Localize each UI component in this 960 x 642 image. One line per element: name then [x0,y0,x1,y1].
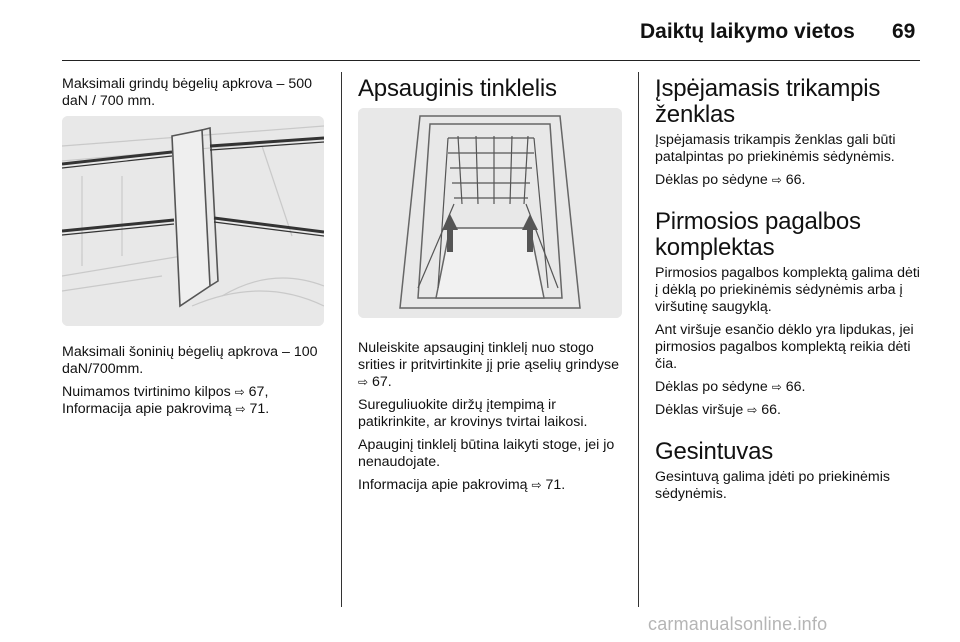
page-number: 69 [892,20,916,43]
ref-arrow-icon: ⇨ [234,385,245,399]
ref-link[interactable]: 67, [248,384,269,400]
watermark: carmanualsonline.info [648,614,828,634]
warning-triangle-ref: Dėklas po sėdyne ⇨ 66. [655,172,806,188]
safety-net-instruction-4: Informacija apie pakrovimą ⇨ 71. [358,477,566,493]
first-aid-kit-text-1: Pirmosios pagalbos komplektą galima dėti į dėklą po priekinėmis sėdynėmis arba į viršutinę saugyklą. [655,265,920,315]
fire-extinguisher-heading: Gesintuvas [655,438,774,465]
ref-arrow-icon: ⇨ [771,380,782,394]
first-aid-kit-ref-2: Dėklas viršuje ⇨ 66. [655,402,781,418]
column-2 [358,76,622,500]
warning-triangle-heading: Įspėjamasis trikampis ženklas [655,75,881,128]
ref-arrow-icon: ⇨ [235,402,246,416]
ref-link[interactable]: 66. [761,402,781,418]
cargo-rail-pillar-image [62,116,324,326]
floor-rail-load-text: Maksimali grindų bėgelių apkrova – 500 daN / 700 mm. [62,76,312,109]
page-header-title: Daiktų laikymo vietos [640,20,855,43]
ref-arrow-icon: ⇨ [358,375,369,389]
cargo-net-image [358,108,622,318]
side-rail-load-text: Maksimali šoninių bėgelių apkrova – 100 daN/700mm. [62,344,318,377]
safety-net-heading: Apsauginis tinklelis [358,75,557,102]
ref-link[interactable]: 71. [249,401,270,417]
ref-link[interactable]: 67. [372,374,392,390]
first-aid-kit-ref-1: Dėklas po sėdyne ⇨ 66. [655,379,806,395]
warning-triangle-text: Įspėjamasis trikampis ženklas gali būti patalpintas po priekinėmis sėdynėmis. [655,132,896,165]
first-aid-kit-text-2: Ant viršuje esančio dėklo yra lipdukas, jei pirmosios pagalbos komplektą reikia dėti čia. [655,322,914,372]
side-rails-illustration [62,116,324,326]
first-aid-kit-heading: Pirmosios pagalbos komplektas [655,208,861,261]
column-separator-1 [341,72,342,607]
fire-extinguisher-text: Gesintuvą galima įdėti po priekinėmis sėdynėmis. [655,469,890,502]
safety-net-instruction-1: Nuleiskite apsauginį tinklelį nuo stogo srities ir pritvirtinkite jį prie ąselių grindyse ⇨ 67. [358,340,619,390]
column-separator-2 [638,72,639,607]
safety-net-instruction-2: Sureguliuokite diržų įtempimą ir patikrinkite, ar krovinys tvirtai laikosi. [358,397,588,430]
ref-link[interactable]: 66. [785,172,806,188]
ref-link[interactable]: 71. [545,477,566,493]
header-rule [62,60,920,61]
safety-net-illustration [358,108,622,318]
ref-arrow-icon: ⇨ [771,173,782,187]
ref-link[interactable]: 66. [785,379,806,395]
column-3 [655,76,923,509]
safety-net-instruction-3: Apauginį tinklelį būtina laikyti stoge, jei jo nenaudojate. [358,437,615,470]
ref-arrow-icon: ⇨ [531,478,542,492]
column-1 [62,76,326,424]
cross-references: Nuimamos tvirtinimo kilpos ⇨ 67, Informacija apie pakrovimą ⇨ 71. [62,384,270,417]
ref-arrow-icon: ⇨ [747,403,758,417]
